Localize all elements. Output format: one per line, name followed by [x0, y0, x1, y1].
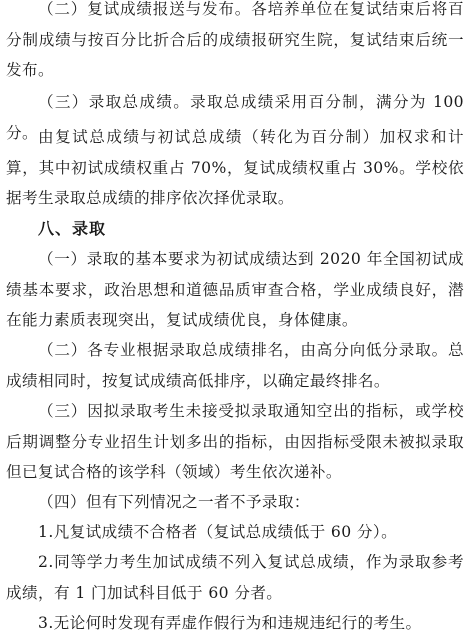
paragraph-ranking: （二）各专业根据录取总成绩排名，由高分向低分录取。总成绩相同时，按复试成绩高低排序，以确定最终排名。 [6, 341, 464, 390]
paragraph-total-score: （三）录取总成绩。录取总成绩采用百分制，满分为 100 分。 [6, 93, 464, 142]
list-item-exclusion-3: 3.无论何时发现有弄虚作假行为和违规违纪行的考生。 [38, 614, 422, 632]
paragraph-weighting: 由复试总成绩与初试总成绩（转化为百分制）加权求和计算，其中初试成绩权重占 70%，复试成绩权重占 30%。学校依据考生录取总成绩的排序依次择优录取。 [6, 128, 464, 207]
paragraph-basic-requirements: （一）录取的基本要求为初试成绩达到 2020 年全国初试成绩基本要求，政治思想和道德品质审查合格，学业成绩良好，潜在能力素质表现突出，复试成绩优良，身体健康。 [6, 250, 464, 329]
section-heading-admission: 八、录取 [38, 219, 107, 238]
paragraph-retest-score-release: （二）复试成绩报送与发布。各培养单位在复试结束后将百分制成绩与按百分比折合后的成绩报研究生院，复试结束后统一发布。 [6, 0, 464, 79]
list-item-exclusion-1: 1.凡复试成绩不合格者（复试总成绩低于 60 分）。 [38, 523, 398, 541]
list-item-exclusion-2: 2.同等学力考生加试成绩不列入复试总成绩，作为录取参考成绩，有 1 门加试科目低于 60 分者。 [6, 553, 464, 602]
paragraph-supplementary: （三）因拟录取考生未接受拟录取通知空出的指标，或学校后期调整分专业招生计划多出的指标，由因指标受限未被拟录取但已复试合格的该学科（领域）考生依次递补。 [6, 402, 464, 481]
paragraph-exclusions-intro: （四）但有下列情况之一者不予录取： [38, 493, 310, 511]
